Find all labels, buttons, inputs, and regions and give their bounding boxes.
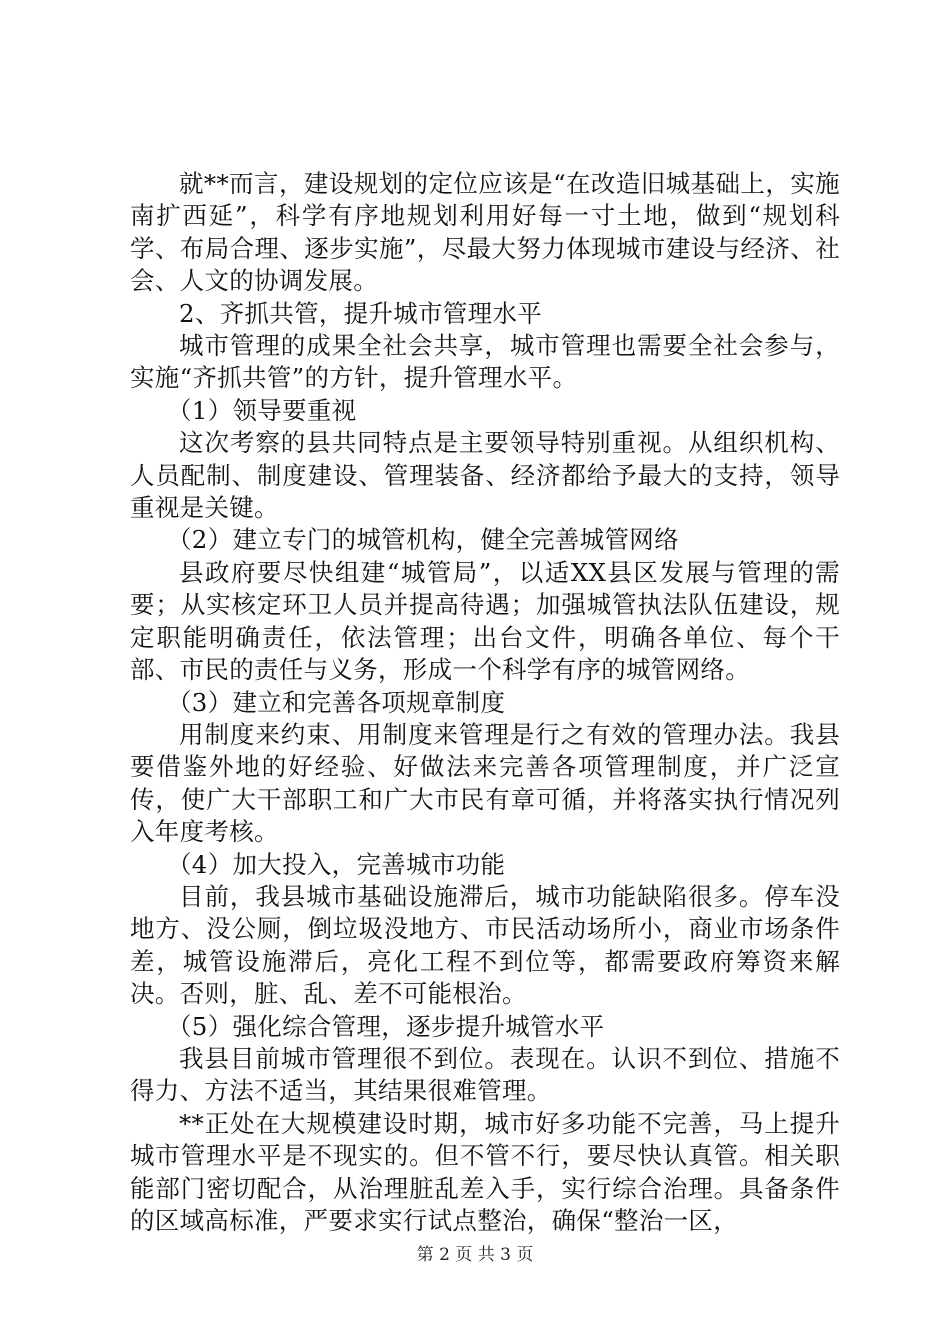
subsection-heading: （1）领导要重视 <box>167 395 357 425</box>
paragraph: 这次考察的县共同特点是主要领导特别重视。从组织机构、人员配制、制度建设、管理装备、经济都给予最大的支持，领导重视是关键。 <box>130 428 840 523</box>
paragraph: 就**而言，建设规划的定位应该是“在改造旧城基础上，实施南扩西延”，科学有序地规划利用好每一寸土地，做到“规划科学、布局合理、逐步实施”，尽最大努力体现城市建设与经济、社会、人文的协调发展。 <box>130 169 840 296</box>
section-heading: 2、齐抓共管，提升城市管理水平 <box>179 298 543 328</box>
document-body <box>130 168 840 1237</box>
subsection-heading: （5）强化综合管理，逐步提升城管水平 <box>167 1011 605 1041</box>
subsection-heading: （3）建立和完善各项规章制度 <box>167 687 506 717</box>
paragraph: 用制度来约束、用制度来管理是行之有效的管理办法。我县要借鉴外地的好经验、好做法来完善各项管理制度，并广泛宣传，使广大干部职工和广大市民有章可循，并将落实执行情况列入年度考核。 <box>130 719 840 847</box>
paragraph: 县政府要尽快组建“城管局”，以适XX县区发展与管理的需要；从实核定环卫人员并提高待遇；加强城管执法队伍建设，规定职能明确责任，依法管理；出台文件，明确各单位、每个干部、市民的责任与义务，形成一个科学有序的城管网络。 <box>130 557 840 685</box>
page-footer <box>0 1244 950 1266</box>
paragraph: 我县目前城市管理很不到位。表现在。认识不到位、措施不得力、方法不适当，其结果很难管理。 <box>130 1043 840 1106</box>
paragraph: 城市管理的成果全社会共享，城市管理也需要全社会参与，实施“齐抓共管”的方针，提升管理水平。 <box>130 331 840 393</box>
paragraph: **正处在大规模建设时期，城市好多功能不完善，马上提升城市管理水平是不现实的。但不管不行，要尽快认真管。相关职能部门密切配合，从治理脏乱差入手，实行综合治理。具备条件的区域高标准，严要求实行试点整治，确保“整治一区， <box>130 1108 840 1235</box>
paragraph: 目前，我县城市基础设施滞后，城市功能缺陷很多。停车没地方、没公厕，倒垃圾没地方、市民活动场所小，商业市场条件差，城管设施滞后，亮化工程不到位等，都需要政府筹资来解决。否则，脏、乱、差不可能根治。 <box>130 881 840 1009</box>
subsection-heading: （2）建立专门的城管机构，健全完善城管网络 <box>167 525 679 555</box>
page-number-label: 第 2 页 共 3 页 <box>416 1245 534 1265</box>
subsection-heading: （4）加大投入，完善城市功能 <box>167 849 506 879</box>
